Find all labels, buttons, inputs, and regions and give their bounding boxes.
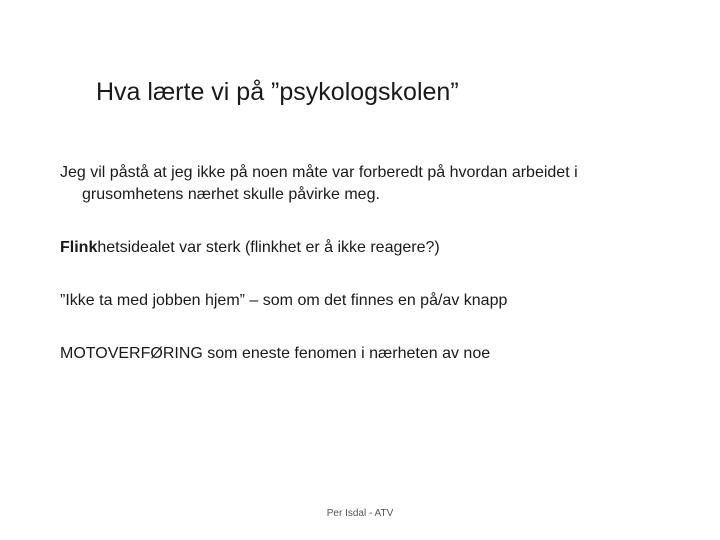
- paragraph-text: MOTOVERFØRING som eneste fenomen i nærheten av noe: [60, 345, 491, 362]
- slide-body: [60, 162, 660, 396]
- paragraph-text: ”Ikke ta med jobben hjem” – som om det finnes en på/av knapp: [60, 292, 508, 309]
- slide-footer: Per Isdal - ATV: [326, 508, 394, 519]
- paragraph-flinkhet: [60, 237, 660, 259]
- paragraph-onoff-button: [60, 290, 660, 312]
- bold-word: Flink: [60, 239, 98, 256]
- paragraph-text: hetsidealet var sterk (flinkhet er å ikke reagere?): [97, 239, 440, 256]
- slide-title: Hva lærte vi på ”psykologskolen”: [96, 78, 459, 106]
- paragraph-preparation: [60, 162, 660, 206]
- paragraph-countertransference: [60, 343, 660, 365]
- paragraph-text: Jeg vil påstå at jeg ikke på noen måte var forberedt på hvordan arbeidet i grusomhetens nærhet skulle påvirke meg.: [60, 164, 578, 203]
